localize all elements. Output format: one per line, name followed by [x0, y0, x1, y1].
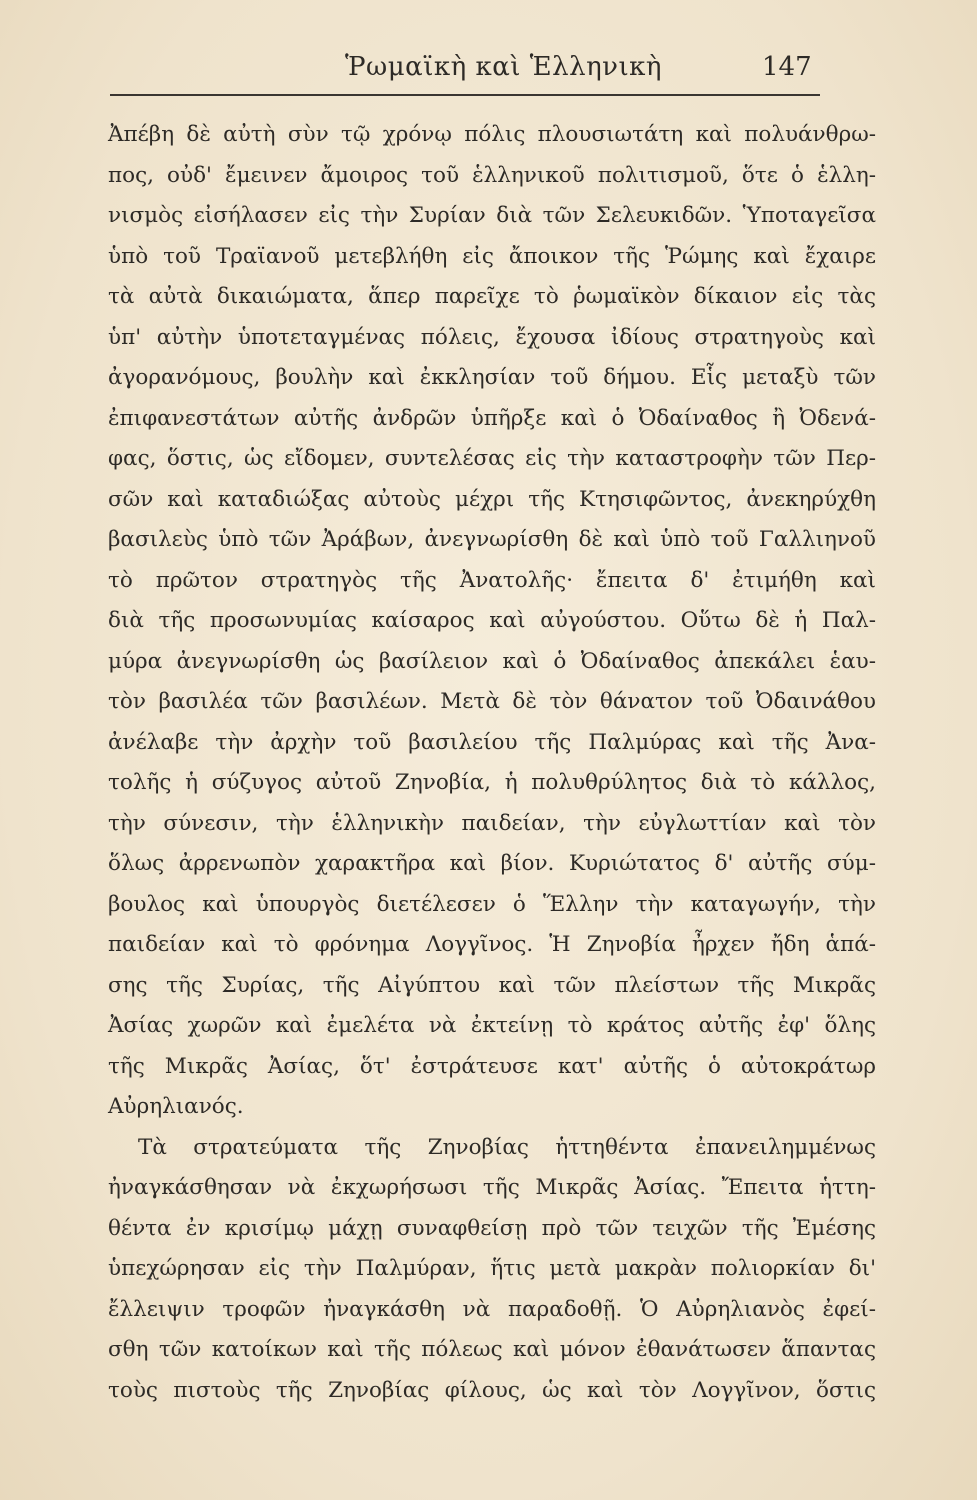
- text-line: σθη τῶν κατοίκων καὶ τῆς πόλεως καὶ μόνον ἐθανάτωσεν ἅπαντας: [108, 1337, 876, 1362]
- text-line: Αὐρηλιανός.: [108, 1094, 244, 1119]
- body-text: [108, 115, 876, 1411]
- text-line: μύρα ἀνεγνωρίσθη ὡς βασίλειον καὶ ὁ Ὀδαίναθος ἀπεκάλει ἑαυ-: [108, 648, 876, 674]
- page-number: 147: [762, 52, 812, 82]
- text-line: Ἀσίας χωρῶν καὶ ἐμελέτα νὰ ἐκτείνῃ τὸ κράτος αὐτῆς ἐφ' ὅλης: [108, 1013, 876, 1038]
- text-line: θέντα ἐν κρισίμῳ μάχῃ συναφθείσῃ πρὸ τῶν τειχῶν τῆς Ἐμέσης: [108, 1215, 876, 1241]
- text-line: τὰ αὐτὰ δικαιώματα, ἅπερ παρεῖχε τὸ ῥωμαϊκὸν δίκαιον εἰς τὰς: [108, 284, 876, 309]
- text-line: Τὰ στρατεύματα τῆς Ζηνοβίας ἡττηθέντα ἐπανειλημμένως: [138, 1134, 876, 1160]
- text-line: φας, ὅστις, ὡς εἴδομεν, συντελέσας εἰς τὴν καταστροφὴν τῶν Περ-: [108, 446, 876, 471]
- header-rule: [110, 94, 820, 96]
- text-line: ὅλως ἀρρενωπὸν χαρακτῆρα καὶ βίον. Κυριώτατος δ' αὐτῆς σύμ-: [108, 851, 876, 876]
- text-line: σης τῆς Συρίας, τῆς Αἰγύπτου καὶ τῶν πλείστων τῆς Μικρᾶς: [108, 972, 876, 998]
- text-line: ἠναγκάσθησαν νὰ ἐκχωρήσωσι τῆς Μικρᾶς Ἀσίας. Ἔπειτα ἡττη-: [108, 1175, 876, 1200]
- text-line: τῆς Μικρᾶς Ἀσίας, ὅτ' ἐστράτευσε κατ' αὐτῆς ὁ αὐτοκράτωρ: [108, 1053, 876, 1079]
- text-line: τὸ πρῶτον στρατηγὸς τῆς Ἀνατολῆς· ἔπειτα δ' ἐτιμήθη καὶ: [108, 567, 876, 593]
- text-line: τὸν βασιλέα τῶν βασιλέων. Μετὰ δὲ τὸν θάνατον τοῦ Ὀδαινάθου: [108, 689, 876, 714]
- running-header-title: Ῥωμαϊκὴ καὶ Ἑλληνικὴ: [345, 52, 662, 82]
- text-line: τὴν σύνεσιν, τὴν ἑλληνικὴν παιδείαν, τὴν εὐγλωττίαν καὶ τὸν: [108, 810, 876, 836]
- text-line: ἀγορανόμους, βουλὴν καὶ ἐκκλησίαν τοῦ δήμου. Εἷς μεταξὺ τῶν: [108, 365, 876, 390]
- text-line: ὑπεχώρησαν εἰς τὴν Παλμύραν, ἥτις μετὰ μακρὰν πολιορκίαν δι': [108, 1256, 876, 1281]
- text-line: ἀνέλαβε τὴν ἀρχὴν τοῦ βασιλείου τῆς Παλμύρας καὶ τῆς Ἀνα-: [108, 729, 876, 755]
- text-line: τοὺς πιστοὺς τῆς Ζηνοβίας φίλους, ὡς καὶ τὸν Λογγῖνον, ὅστις: [108, 1377, 876, 1403]
- text-line: Ἀπέβη δὲ αὐτὴ σὺν τῷ χρόνῳ πόλις πλουσιωτάτη καὶ πολυάνθρω-: [108, 122, 876, 147]
- text-line: ἐπιφανεστάτων αὐτῆς ἀνδρῶν ὑπῆρξε καὶ ὁ Ὀδαίναθος ἢ Ὀδενά-: [108, 405, 876, 431]
- text-line: ὑπὸ τοῦ Τραϊανοῦ μετεβλήθη εἰς ἄποικον τῆς Ῥώμης καὶ ἔχαιρε: [108, 243, 876, 269]
- text-line: ἔλλειψιν τροφῶν ἠναγκάσθη νὰ παραδοθῇ. Ὁ Αὐρηλιανὸς ἐφεί-: [108, 1296, 876, 1322]
- text-line: πος, οὐδ' ἔμεινεν ἄμοιρος τοῦ ἑλληνικοῦ πολιτισμοῦ, ὅτε ὁ ἑλλη-: [108, 162, 876, 188]
- text-line: διὰ τῆς προσωνυμίας καίσαρος καὶ αὐγούστου. Οὕτω δὲ ἡ Παλ-: [108, 608, 876, 633]
- text-line: ὑπ' αὐτὴν ὑποτεταγμένας πόλεις, ἔχουσα ἰδίους στρατηγοὺς καὶ: [108, 324, 876, 350]
- text-line: νισμὸς εἰσήλασεν εἰς τὴν Συρίαν διὰ τῶν Σελευκιδῶν. Ὑποταγεῖσα: [108, 203, 876, 228]
- text-line: βουλος καὶ ὑπουργὸς διετέλεσεν ὁ Ἕλλην τὴν καταγωγήν, τὴν: [108, 891, 876, 917]
- text-line: τολῆς ἡ σύζυγος αὐτοῦ Ζηνοβία, ἡ πολυθρύλητος διὰ τὸ κάλλος,: [108, 770, 876, 795]
- text-line: βασιλεὺς ὑπὸ τῶν Ἀράβων, ἀνεγνωρίσθη δὲ καὶ ὑπὸ τοῦ Γαλλιηνοῦ: [108, 527, 876, 552]
- text-line: σῶν καὶ καταδιώξας αὐτοὺς μέχρι τῆς Κτησιφῶντος, ἀνεκηρύχθη: [108, 486, 876, 512]
- text-line: παιδείαν καὶ τὸ φρόνημα Λογγῖνος. Ἡ Ζηνοβία ἦρχεν ἤδη ἁπά-: [108, 932, 876, 957]
